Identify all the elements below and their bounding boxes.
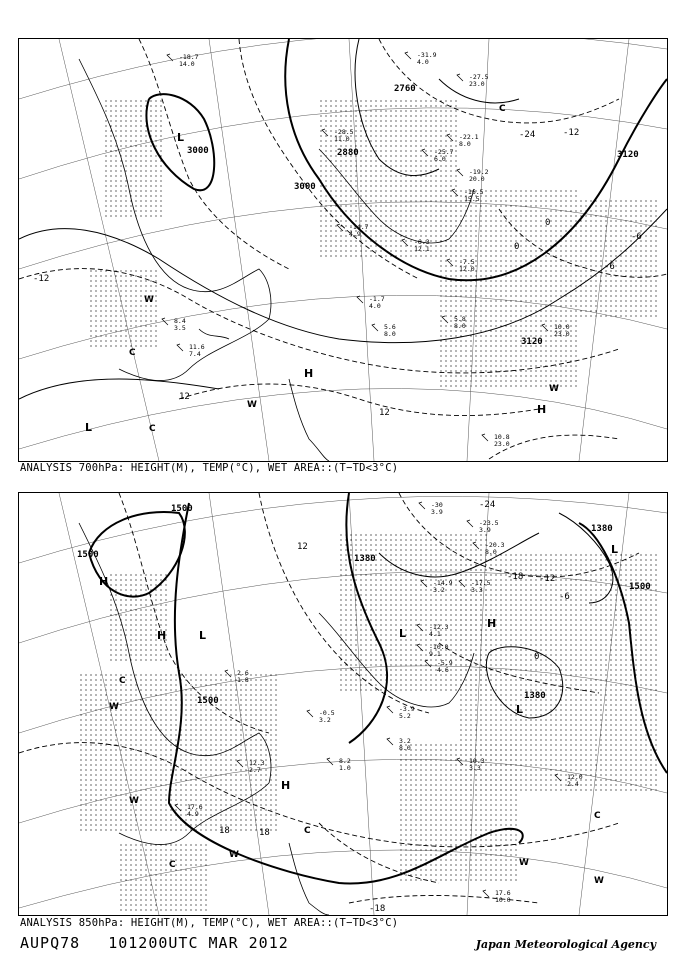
temperature-contour-label: 18 bbox=[259, 828, 270, 838]
height-contour-label: 3120 bbox=[521, 337, 543, 347]
temperature-contour-label: -6 bbox=[631, 232, 642, 242]
pressure-system-w: W bbox=[129, 796, 139, 806]
station-observation: -27.5 23.0 bbox=[469, 73, 489, 88]
pressure-system-c: C bbox=[129, 348, 136, 358]
station-observation: -14.9 3.2 bbox=[433, 579, 453, 594]
chart-850hpa bbox=[18, 492, 668, 916]
caption-700hpa: ANALYSIS 700hPa: HEIGHT(M), TEMP(°C), WET AREA::(T−TD<3°C) bbox=[20, 462, 399, 474]
chart-700hpa bbox=[18, 38, 668, 462]
agency-name: Japan Meteorological Agency bbox=[475, 938, 656, 951]
height-contour-label: 2880 bbox=[337, 148, 359, 158]
wind-barb bbox=[177, 344, 183, 351]
station-observation: 10.0 23.0 bbox=[554, 323, 570, 338]
temperature-contour-label: -12 bbox=[563, 128, 580, 138]
station-observation: 8.4 3.5 bbox=[174, 317, 186, 332]
station-observation: -14.7 4.9 bbox=[349, 223, 369, 238]
pressure-system-l: L bbox=[399, 627, 407, 640]
pressure-system-c: C bbox=[169, 860, 176, 870]
wind-barb bbox=[483, 890, 489, 897]
pressure-system-w: W bbox=[549, 384, 559, 394]
temperature-contour-label: -24 bbox=[479, 500, 496, 510]
station-observation: 11.6 7.4 bbox=[189, 343, 205, 358]
caption-850hpa: ANALYSIS 850hPa: HEIGHT(M), TEMP(°C), WET AREA::(T−TD<3°C) bbox=[20, 917, 399, 929]
wet-area-stipple bbox=[89, 99, 659, 389]
pressure-system-w: W bbox=[109, 702, 119, 712]
station-observation: 5.8 8.0 bbox=[454, 315, 466, 330]
station-observation: 5.6 8.0 bbox=[384, 323, 396, 338]
station-observation: -19.2 20.0 bbox=[469, 168, 489, 183]
wind-barb bbox=[307, 710, 313, 717]
wind-barb bbox=[327, 758, 333, 765]
height-contour-label: 1500 bbox=[77, 550, 99, 560]
chart-identifier bbox=[20, 934, 307, 952]
station-observation: -23.5 3.9 bbox=[479, 519, 499, 534]
station-observation: 8.2 1.0 bbox=[339, 757, 351, 772]
station-observation: 12.0 2.4 bbox=[567, 773, 583, 788]
wind-barb bbox=[405, 52, 411, 59]
pressure-system-w: W bbox=[519, 858, 529, 868]
temperature-contour-label: -12 bbox=[33, 274, 50, 284]
pressure-system-c: C bbox=[149, 424, 156, 434]
station-observation: -28.5 11.0 bbox=[334, 128, 354, 143]
temperature-contour-label: -24 bbox=[519, 130, 536, 140]
wind-barb bbox=[419, 502, 425, 509]
height-contour-label: 1380 bbox=[524, 691, 546, 701]
pressure-system-h: H bbox=[537, 403, 547, 416]
pressure-system-l: L bbox=[611, 543, 619, 556]
temperature-contour-label: 12 bbox=[297, 542, 308, 552]
wind-barb bbox=[387, 738, 393, 745]
station-observation: 10.8 23.0 bbox=[494, 433, 510, 448]
wet-area-stipple bbox=[79, 533, 659, 913]
temperature-contour-label: -18 bbox=[369, 904, 386, 914]
temperature-contour-label: 18 bbox=[219, 826, 230, 836]
height-contour-label: 1500 bbox=[629, 582, 651, 592]
station-observation: 17.6 10.0 bbox=[495, 889, 511, 904]
station-observation: -20.3 8.0 bbox=[485, 541, 505, 556]
height-contour-label: 1380 bbox=[354, 554, 376, 564]
height-contour-label: 3000 bbox=[294, 182, 316, 192]
pressure-system-h: H bbox=[304, 367, 314, 380]
wind-barb bbox=[467, 520, 473, 527]
pressure-system-h: H bbox=[157, 629, 167, 642]
pressure-system-c: C bbox=[594, 811, 601, 821]
station-observation: 10.3 3.3 bbox=[469, 757, 485, 772]
pressure-system-h: H bbox=[281, 779, 291, 792]
station-observation: 17.6 4.9 bbox=[187, 803, 203, 818]
pressure-system-w: W bbox=[144, 295, 154, 305]
station-observation: -18.7 14.0 bbox=[179, 53, 199, 68]
chart-datetime: 101200UTC MAR 2012 bbox=[108, 934, 289, 952]
height-contour-label: 3120 bbox=[617, 150, 639, 160]
pressure-system-h: H bbox=[99, 575, 109, 588]
height-contour-label: 1500 bbox=[197, 696, 219, 706]
height-contour-label: 1500 bbox=[171, 504, 193, 514]
pressure-system-l: L bbox=[516, 703, 524, 716]
pressure-system-c: C bbox=[119, 676, 126, 686]
wind-barb bbox=[357, 296, 363, 303]
temperature-contour-label: 0 bbox=[545, 218, 551, 228]
pressure-system-c: C bbox=[499, 104, 506, 114]
height-contour-label: 3000 bbox=[187, 146, 209, 156]
temperature-contour-label: -6 bbox=[604, 262, 615, 272]
pressure-system-w: W bbox=[247, 400, 257, 410]
wind-barb bbox=[387, 706, 393, 713]
station-observation: -10.0 9.1 bbox=[429, 643, 449, 658]
station-observation: -22.1 8.0 bbox=[459, 133, 479, 148]
pressure-system-l: L bbox=[199, 629, 207, 642]
temperature-contour-label: 12 bbox=[179, 392, 190, 402]
wind-barb bbox=[167, 54, 173, 61]
temperature-contour-label: -12 bbox=[539, 574, 556, 584]
pressure-system-l: L bbox=[177, 131, 185, 144]
temperature-contour-label: -18 bbox=[507, 572, 524, 582]
station-observation: -30 3.9 bbox=[431, 501, 443, 516]
pressure-system-l: L bbox=[85, 421, 93, 434]
pressure-system-w: W bbox=[229, 850, 239, 860]
pressure-system-c: C bbox=[304, 826, 311, 836]
station-observation: -16.5 15.5 bbox=[464, 188, 484, 203]
map-850hpa bbox=[19, 493, 667, 915]
station-observation: 12.3 2.7 bbox=[249, 759, 265, 774]
station-observation: -12.3 4.1 bbox=[429, 623, 449, 638]
temperature-contour-label: 0 bbox=[534, 652, 540, 662]
station-observation: -6.3 12.1 bbox=[414, 238, 430, 253]
height-contour-label: 1380 bbox=[591, 524, 613, 534]
temperature-contour-label: 0 bbox=[514, 242, 520, 252]
pressure-system-w: W bbox=[594, 876, 604, 886]
chart-code: AUPQ78 bbox=[20, 934, 81, 952]
wind-barb bbox=[372, 324, 378, 331]
temperature-contour-label: 12 bbox=[379, 408, 390, 418]
station-observation: -3.9 5.2 bbox=[399, 705, 415, 720]
station-observation: -17.5 3.3 bbox=[471, 579, 491, 594]
wind-barb bbox=[457, 74, 463, 81]
temperature-contour-label: -6 bbox=[559, 592, 570, 602]
station-observation: -7.5 12.0 bbox=[459, 258, 475, 273]
station-observation: -25.7 6.0 bbox=[434, 148, 454, 163]
height-contour-label: 2760 bbox=[394, 84, 416, 94]
pressure-system-h: H bbox=[487, 617, 497, 630]
map-700hpa bbox=[19, 39, 667, 461]
station-observation: -0.5 3.2 bbox=[319, 709, 335, 724]
station-observation: 3.2 8.0 bbox=[399, 737, 411, 752]
wind-barb bbox=[482, 434, 488, 441]
station-observation: -5.9 4.6 bbox=[437, 659, 453, 674]
station-observation: -1.7 4.0 bbox=[369, 295, 385, 310]
station-observation: 2.6 1.8 bbox=[237, 669, 249, 684]
station-observation: -31.9 4.0 bbox=[417, 51, 437, 66]
